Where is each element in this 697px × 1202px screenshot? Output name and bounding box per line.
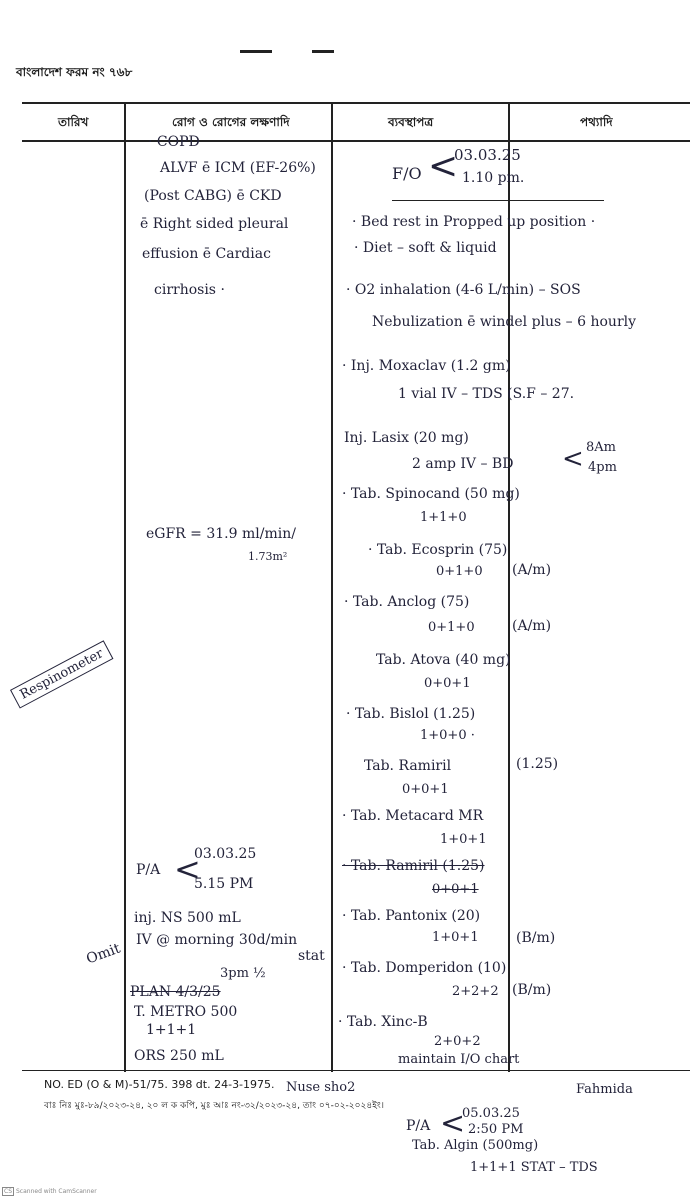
- order-metacard-dose: 1+0+1: [440, 832, 487, 847]
- order-domperidon: · Tab. Domperidon (10): [342, 960, 507, 976]
- header-symptoms: রোগ ও রোগের লক্ষণাদি: [172, 115, 290, 129]
- bottom-last-line: 1+1+1 STAT – TDS: [470, 1160, 598, 1175]
- pa-date-2: 03.03.25: [194, 846, 257, 862]
- column-divider-1: [124, 102, 126, 1072]
- left-order-7: 1+1+1: [146, 1022, 197, 1038]
- order-bislol-dose: 1+0+0 ·: [420, 728, 475, 743]
- top-dash-1: [240, 50, 272, 53]
- order-moxaclav: · Inj. Moxaclav (1.2 gm): [342, 358, 511, 374]
- order-ramiril-2: · Tab. Ramiril (1.25): [342, 858, 485, 874]
- order-lasix-time-1: 8Am: [586, 440, 616, 455]
- left-order-8: ORS 250 mL: [134, 1048, 224, 1064]
- order-spinocand: · Tab. Spinocand (50 mg): [342, 486, 520, 502]
- followup-time: 1.10 pm.: [462, 170, 525, 186]
- order-atova: Tab. Atova (40 mg): [376, 652, 511, 668]
- pa-label-2: P/A: [136, 862, 161, 878]
- order-diet: · Diet – soft & liquid: [354, 240, 497, 256]
- left-order-4: 3pm ½: [220, 966, 266, 981]
- left-order-3: stat: [298, 948, 325, 964]
- header-prescription: ব্যবস্থাপত্র: [388, 115, 434, 129]
- header-date: তারিখ: [58, 115, 89, 129]
- egfr-value: eGFR = 31.9 ml/min/: [146, 526, 296, 542]
- order-anclog-dose: 0+1+0: [428, 620, 475, 635]
- followup-bracket: <: [428, 146, 459, 187]
- order-pantonix-dose: 1+0+1: [432, 930, 479, 945]
- bottom-pa-date: 05.03.25: [462, 1106, 520, 1121]
- table-bottom-border: [22, 1070, 690, 1071]
- order-lasix-dose: 2 amp IV – BD: [412, 456, 514, 472]
- footer-form-code: NO. ED (O & M)-51/75. 398 dt. 24-3-1975.: [44, 1078, 275, 1091]
- left-order-2: IV @ morning 30d/min: [136, 932, 298, 948]
- order-ramiril-1-dose: 0+0+1: [402, 782, 449, 797]
- diagnosis-line-2: ALVF ē ICM (EF-26%): [160, 160, 316, 176]
- order-ramiril-1-strength: (1.25): [516, 756, 559, 772]
- pa-time-2: 5.15 PM: [194, 876, 254, 892]
- order-io-chart: maintain I/O chart: [398, 1052, 520, 1067]
- pa-bracket-2: <: [174, 850, 201, 888]
- table-header-border: [22, 140, 690, 142]
- order-atova-dose: 0+0+1: [424, 676, 471, 691]
- scanner-logo-icon: CS: [4, 1188, 12, 1195]
- order-lasix: Inj. Lasix (20 mg): [344, 430, 469, 446]
- order-ecosprin-dose: 0+1+0: [436, 564, 483, 579]
- order-anclog: · Tab. Anclog (75): [344, 594, 470, 610]
- respinometer-note: Respinometer: [10, 640, 113, 708]
- order-pantonix-timing: (B/m): [516, 930, 556, 946]
- diagnosis-line-3: (Post CABG) ē CKD: [144, 188, 282, 204]
- followup-date: 03.03.25: [454, 146, 521, 164]
- bottom-pa-time: 2:50 PM: [468, 1122, 524, 1137]
- omit-label: Omit: [84, 940, 123, 968]
- diagnosis-line-4: ē Right sided pleural: [140, 216, 289, 232]
- scanner-watermark: [2, 1187, 97, 1196]
- bottom-tab-algin: Tab. Algin (500mg): [412, 1138, 539, 1153]
- bottom-pa-label: P/A: [406, 1118, 431, 1134]
- order-xinc-b: · Tab. Xinc-B: [338, 1014, 428, 1030]
- order-spinocand-dose: 1+1+0: [420, 510, 467, 525]
- followup-underline: [392, 200, 604, 201]
- header-diet: পথ্যাদি: [580, 115, 613, 129]
- order-ecosprin-timing: (A/m): [512, 562, 552, 578]
- order-bed-rest: · Bed rest in Propped up position ·: [352, 214, 596, 230]
- diagnosis-line-1: · COPD: [148, 134, 200, 150]
- order-domperidon-timing: (B/m): [512, 982, 552, 998]
- order-pantonix: · Tab. Pantonix (20): [342, 908, 481, 924]
- order-domperidon-dose: 2+2+2: [452, 984, 499, 999]
- diagnosis-line-5: effusion ē Cardiac: [142, 246, 271, 262]
- order-anclog-timing: (A/m): [512, 618, 552, 634]
- order-bislol: · Tab. Bislol (1.25): [346, 706, 476, 722]
- followup-label: F/O: [392, 164, 422, 183]
- order-xinc-b-dose: 2+0+2: [434, 1034, 481, 1049]
- order-ramiril-1: Tab. Ramiril: [364, 758, 452, 774]
- diagnosis-line-6: cirrhosis ·: [154, 282, 225, 298]
- order-lasix-time-2: 4pm: [588, 460, 617, 475]
- order-nebulization: Nebulization ē windel plus – 6 hourly: [372, 314, 637, 330]
- left-order-6: T. METRO 500: [134, 1004, 238, 1020]
- column-divider-2: [331, 102, 333, 1072]
- order-o2: · O2 inhalation (4-6 L/min) – SOS: [346, 282, 581, 298]
- table-top-border: [22, 102, 690, 104]
- form-number: বাংলাদেশ ফরম নং ৭৬৮: [16, 65, 133, 79]
- order-ramiril-2-dose: 0+0+1: [432, 882, 479, 897]
- bottom-scribble: Nuse sho2: [286, 1080, 356, 1095]
- column-divider-3: [508, 102, 510, 1072]
- signature: Fahmida: [576, 1082, 633, 1097]
- left-order-1: inj. NS 500 mL: [134, 910, 241, 926]
- lasix-bracket: <: [562, 444, 584, 474]
- order-metacard: · Tab. Metacard MR: [342, 808, 484, 824]
- scanner-label: Scanned with CamScanner: [16, 1188, 97, 1195]
- left-order-5: PLAN 4/3/25: [130, 984, 221, 1000]
- top-dash-2: [312, 50, 334, 53]
- egfr-unit: 1.73m²: [248, 550, 288, 563]
- bottom-pa-bracket: <: [440, 1106, 466, 1141]
- order-ecosprin: · Tab. Ecosprin (75): [368, 542, 508, 558]
- footer-print-info: বাঃ নিঃ মুঃ-৮৯/২০২৩-২৪, ২০ ল ক কপি, মুঃ আঃ নং-৩২/২০২৩-২৪, তাং ০৭-০২-২০২৪ইং।: [44, 1101, 384, 1111]
- order-moxaclav-dose: 1 vial IV – TDS (S.F – 27.: [398, 386, 575, 402]
